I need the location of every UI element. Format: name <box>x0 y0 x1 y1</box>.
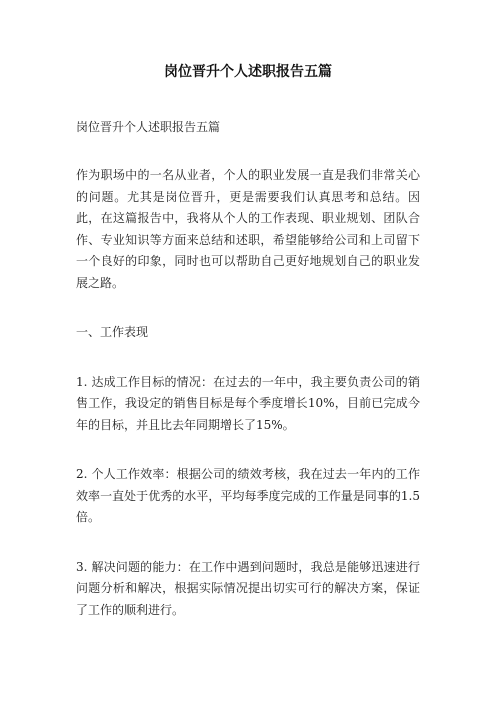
document-subtitle: 岗位晋升个人述职报告五篇 <box>76 120 221 134</box>
section-heading-work-performance: 一、工作表现 <box>76 325 149 339</box>
list-item-goal-achievement: 1. 达成工作目标的情况：在过去的一年中，我主要负责公司的销售工作，我设定的销售目标是每个季度增长10%，目前已完成今年的目标，并且比去年同期增长了15%。 <box>76 374 420 432</box>
intro-paragraph: 作为职场中的一名从业者，个人的职业发展一直是我们非常关心的问题。尤其是岗位晋升，更是需要我们认真思考和总结。因此，在这篇报告中，我将从个人的工作表现、职业规划、团队合作、专业知识等方面来总结和述职，希望能够给公司和上司留下一个良好的印象，同时也可以帮助自己更好地规划自己的职业发展之路。 <box>76 168 420 290</box>
list-item-problem-solving: 3. 解决问题的能力：在工作中遇到问题时，我总是能够迅速进行问题分析和解决，根据实际情况提出切实可行的解决方案，保证了工作的顺利进行。 <box>76 559 420 617</box>
list-item-work-efficiency: 2. 个人工作效率：根据公司的绩效考核，我在过去一年内的工作效率一直处于优秀的水平，平均每季度完成的工作量是同事的1.5倍。 <box>76 467 420 524</box>
document-title: 岗位晋升个人述职报告五篇 <box>164 64 332 80</box>
